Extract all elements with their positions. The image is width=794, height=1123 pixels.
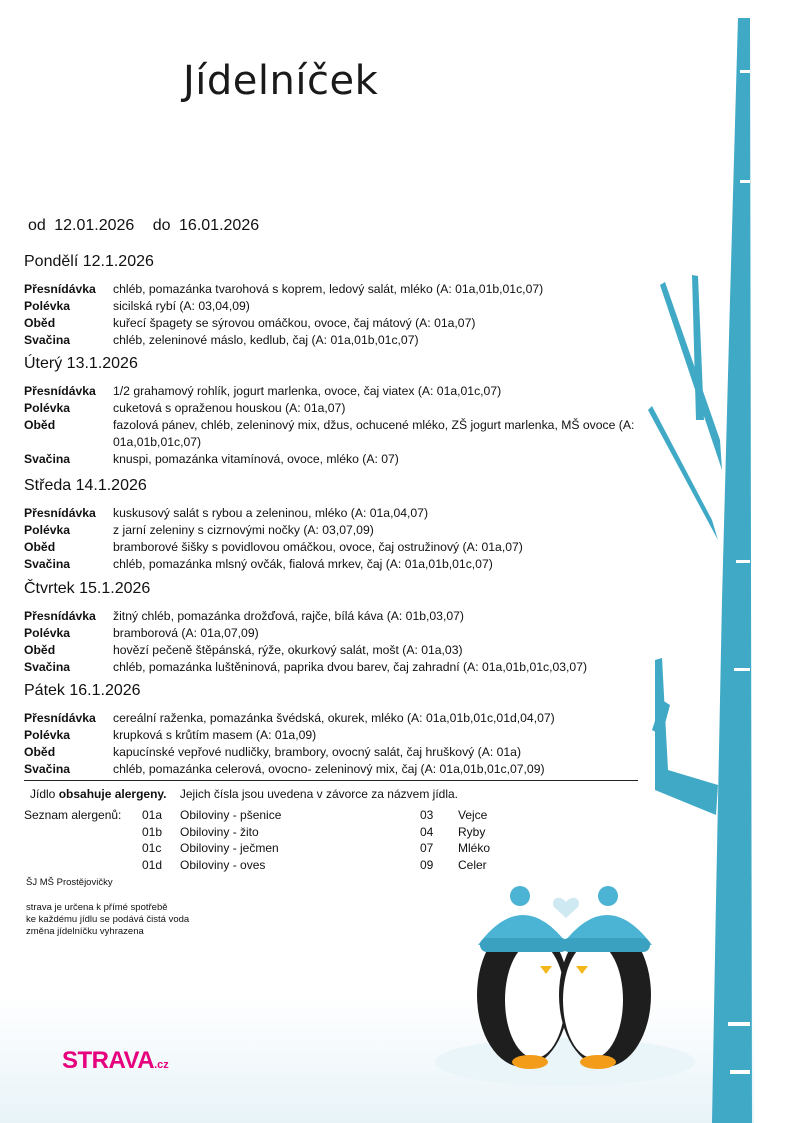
day-title: Pátek 16.1.2026 xyxy=(24,682,141,699)
footer-notes xyxy=(26,902,189,938)
ice-floe xyxy=(435,1038,695,1086)
allergen-code: 01b xyxy=(142,825,163,839)
penguin-left xyxy=(477,886,569,1069)
meal-row xyxy=(24,761,704,778)
footer-note: strava je určena k přímé spotřebě xyxy=(26,902,168,913)
meal-row xyxy=(24,298,704,315)
day-section xyxy=(24,580,704,676)
meal-label: Polévka xyxy=(24,523,71,537)
meal-label: Svačina xyxy=(24,452,71,466)
range-to-label: do xyxy=(152,217,171,234)
meal-label: Polévka xyxy=(24,401,71,415)
meal-label: Svačina xyxy=(24,333,71,347)
allergen-code: 03 xyxy=(420,808,434,822)
meal-text: bramborová (A: 01a,07,09) xyxy=(113,626,259,640)
divider xyxy=(24,780,638,781)
allergen-name: Obiloviny - pšenice xyxy=(180,808,282,822)
meal-text: chléb, pomazánka mlsný ovčák, fialová mrkev, čaj (A: 01a,01b,01c,07) xyxy=(113,557,493,571)
meal-text: cereální raženka, pomazánka švédská, okurek, mléko (A: 01a,01b,01c,01d,04,07) xyxy=(113,711,555,725)
meal-row xyxy=(24,417,704,451)
strava-logo[interactable] xyxy=(62,1047,169,1075)
meal-label: Oběd xyxy=(24,540,56,554)
meal-text: chléb, zeleninové máslo, kedlub, čaj (A: 01a,01b,01c,07) xyxy=(113,333,419,347)
meal-row xyxy=(24,400,704,417)
meal-text: kapucínské vepřové nudličky, brambory, ovocný salát, čaj hruškový (A: 01a) xyxy=(113,745,522,759)
allergen-note-rest: Jejich čísla jsou uvedena v závorce za názvem jídla. xyxy=(179,787,458,801)
meal-text: knuspi, pomazánka vitamínová, ovoce, mléko (A: 07) xyxy=(113,452,399,466)
meal-row xyxy=(24,744,704,761)
footer-note: ke každému jídlu se podává čistá voda xyxy=(26,914,190,925)
logo-main: STRAVA xyxy=(62,1047,155,1074)
meal-row xyxy=(24,522,704,539)
allergen-code: 01c xyxy=(142,841,162,855)
day-section xyxy=(24,253,704,349)
meal-text: fazolová pánev, chléb, zeleninový mix, džus, ochucené mléko, ZŠ jogurt marlenka, MŠ ovoce (A: 01a,01b,01c,07) xyxy=(113,418,635,449)
meal-text: hovězí pečeně štěpánská, rýže, okurkový salát, mošt (A: 01a,03) xyxy=(113,643,463,657)
meal-label: Oběd xyxy=(24,418,56,432)
page-title: Jídelníček xyxy=(183,58,379,104)
allergen-code: 01a xyxy=(142,808,163,822)
meal-label: Oběd xyxy=(24,316,56,330)
day-section xyxy=(24,355,704,468)
allergen-code: 01d xyxy=(142,858,163,872)
meal-row xyxy=(24,539,704,556)
meal-label: Přesnídávka xyxy=(24,711,96,725)
meal-label: Svačina xyxy=(24,557,71,571)
allergen-note xyxy=(30,787,458,801)
meal-row xyxy=(24,659,704,676)
penguin-right xyxy=(559,886,652,1069)
meal-row xyxy=(24,556,704,573)
meal-label: Přesnídávka xyxy=(24,609,96,623)
allergen-name: Ryby xyxy=(458,825,486,839)
allergen-note-prefix: Jídlo xyxy=(30,787,56,801)
meal-row xyxy=(24,315,704,332)
meal-text: krupková s krůtím masem (A: 01a,09) xyxy=(113,728,317,742)
meal-text: kuskusový salát s rybou a zeleninou, mléko (A: 01a,04,07) xyxy=(113,506,429,520)
meal-row xyxy=(24,710,704,727)
meal-row xyxy=(24,625,704,642)
meal-text: 1/2 grahamový rohlík, jogurt marlenka, ovoce, čaj viatex (A: 01a,01c,07) xyxy=(113,384,502,398)
day-title: Úterý 13.1.2026 xyxy=(24,355,138,372)
range-to: 16.01.2026 xyxy=(179,217,260,234)
allergen-code: 04 xyxy=(420,825,434,839)
logo-suffix: .cz xyxy=(154,1059,169,1071)
meal-label: Polévka xyxy=(24,626,71,640)
meal-text: kuřecí špagety se sýrovou omáčkou, ovoce, čaj mátový (A: 01a,07) xyxy=(113,316,476,330)
day-section xyxy=(24,477,704,573)
meal-label: Polévka xyxy=(24,728,71,742)
day-title: Středa 14.1.2026 xyxy=(24,477,147,494)
allergen-name: Celer xyxy=(458,858,487,872)
school-name: ŠJ MŠ Prostějovičky xyxy=(26,877,113,888)
meal-row xyxy=(24,505,704,522)
meal-label: Přesnídávka xyxy=(24,384,96,398)
meal-row xyxy=(24,332,704,349)
meal-text: cuketová s opraženou houskou (A: 01a,07) xyxy=(113,401,346,415)
meal-text: chléb, pomazánka luštěninová, paprika dvou barev, čaj zahradní (A: 01a,01b,01c,03,07) xyxy=(113,660,588,674)
day-title: Pondělí 12.1.2026 xyxy=(24,253,154,270)
meal-text: žitný chléb, pomazánka drožďová, rajče, bílá káva (A: 01b,03,07) xyxy=(113,609,464,623)
allergen-name: Mléko xyxy=(458,841,491,855)
footer-note: změna jídelníčku vyhrazena xyxy=(26,926,144,937)
meal-row xyxy=(24,451,704,468)
heart-icon xyxy=(553,898,579,918)
meal-label: Svačina xyxy=(24,660,71,674)
allergen-legend-label: Seznam alergenů: xyxy=(24,808,122,822)
meal-label: Oběd xyxy=(24,745,56,759)
meal-label: Přesnídávka xyxy=(24,282,96,296)
meal-text: bramborové šišky s povidlovou omáčkou, ovoce, čaj ostružinový (A: 01a,07) xyxy=(113,540,523,554)
meal-text: sicilská rybí (A: 03,04,09) xyxy=(113,299,250,313)
meal-text: chléb, pomazánka tvarohová s koprem, ledový salát, mléko (A: 01a,01b,01c,07) xyxy=(113,282,544,296)
day-section xyxy=(24,682,704,778)
meal-label: Svačina xyxy=(24,762,71,776)
range-from-label: od xyxy=(28,217,46,234)
day-title: Čtvrtek 15.1.2026 xyxy=(24,580,151,597)
allergen-name: Obiloviny - žito xyxy=(180,825,259,839)
date-range xyxy=(28,217,263,235)
meal-text: chléb, pomazánka celerová, ovocno- zeleninový mix, čaj (A: 01a,01b,01c,07,09) xyxy=(113,762,545,776)
allergen-name: Obiloviny - ječmen xyxy=(180,841,279,855)
meal-row xyxy=(24,727,704,744)
meal-label: Přesnídávka xyxy=(24,506,96,520)
meal-label: Polévka xyxy=(24,299,71,313)
allergen-name: Vejce xyxy=(458,808,488,822)
meal-text: z jarní zeleniny s cizrnovými nočky (A: 03,07,09) xyxy=(113,523,374,537)
allergen-name: Obiloviny - oves xyxy=(180,858,266,872)
allergen-note-bold: obsahuje alergeny. xyxy=(58,787,167,801)
allergen-code: 07 xyxy=(420,841,434,855)
meal-row xyxy=(24,383,704,400)
meal-row xyxy=(24,642,704,659)
allergen-code: 09 xyxy=(420,858,434,872)
range-from: 12.01.2026 xyxy=(54,217,135,234)
meal-row xyxy=(24,281,704,298)
meal-label: Oběd xyxy=(24,643,56,657)
meal-row xyxy=(24,608,704,625)
